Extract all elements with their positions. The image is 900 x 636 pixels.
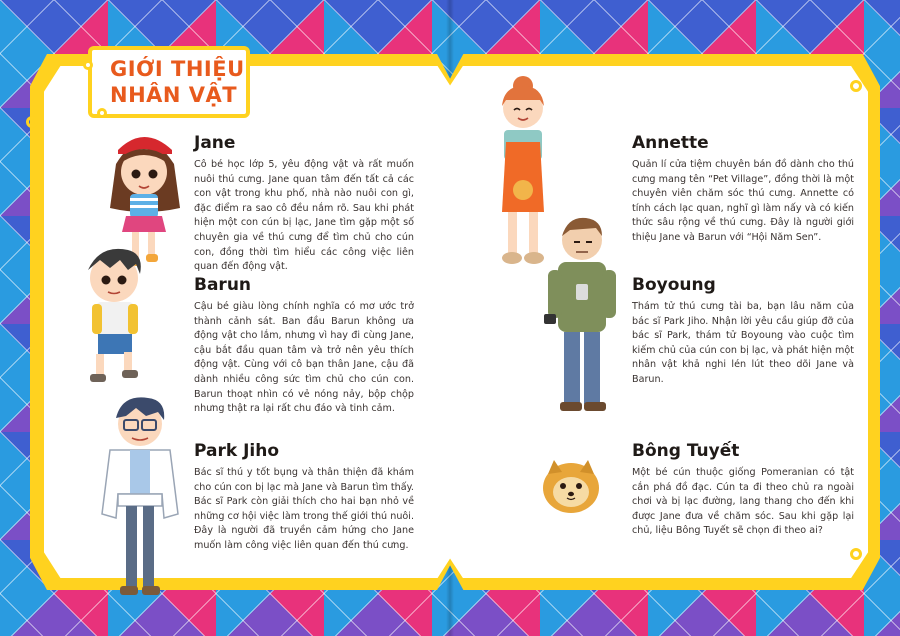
character-name: Jane <box>194 133 236 153</box>
character-name: Park Jiho <box>194 441 280 461</box>
character-card-jane <box>194 132 414 275</box>
character-name: Barun <box>194 275 252 295</box>
character-card-park-jiho <box>194 440 414 554</box>
character-description: Cô bé học lớp 5, yêu động vật và rất muốn nuôi thú cưng. Jane quan tâm đến tất cả các con vật trong khu phố, nhà nào nuôi con gì, đặc điểm ra sao cô đều nắm rõ. Sau khi phát hiện một con cún bị lạc, Jane tìm gặp một số chuyên gia về thú cưng để tìm chủ cho cún con, đồng thời tìm hiểu các công việc liên quan đến động vật. <box>194 159 414 273</box>
page-title-line-1: GIỚI THIỆU <box>110 57 245 81</box>
character-description: Thám tử thú cưng tài ba, bạn lâu năm của bác sĩ Park Jiho. Nhận lời yêu cầu giúp đỡ của bác sĩ Park, thám tử Boyoung vào cuộc tìm kiếm chủ của cún con bị lạc, và phát hiện một nhân vật khả nghi lén lút theo dõi Jane và Barun. <box>632 301 854 385</box>
barun-boy-illustration <box>70 240 164 390</box>
pomeranian-dog-illustration <box>540 456 602 516</box>
character-name: Bông Tuyết <box>632 441 740 461</box>
character-description: Cậu bé giàu lòng chính nghĩa có mơ ước trở thành cảnh sát. Ban đầu Barun không ưa động vật cho lắm, nhưng vì hay đi cùng Jane, cậu bắt đầu quan tâm và trở nên yêu thích động vật. Cùng với cô bạn thân Jane, cậu đã dành nhiều công sức tìm chủ cho cún con. Barun thoạt nhìn có vẻ nóng nảy, bộp chộp nhưng thật ra lại rất chu đáo và tinh cảm. <box>194 301 414 415</box>
character-description: Quản lí cửa tiệm chuyên bán đồ dành cho thú cưng mang tên “Pet Village”, đồng thời là một chuyên viên chăm sóc thú cưng. Annette có tính cách lạc quan, nghĩ gì làm nấy và có kiến thức sâu rộng về thú cưng. Đây là người giới thiệu Jane và Barun với “Hội Năm Sen”. <box>632 159 854 243</box>
boyoung-detective-illustration <box>540 214 624 418</box>
character-card-bong-tuyet <box>632 440 854 539</box>
badge-dot-icon <box>97 108 107 118</box>
frame-dot-icon <box>26 116 38 128</box>
character-description: Bác sĩ thú y tốt bụng và thân thiện đã khám cho cún con bị lạc mà Jane và Barun tìm thấy. Bác sĩ Park còn giải thích cho hai bạn nhỏ về những cơ hội việc làm trong thế giới thú nuôi. Đây là người đã truyền cảm hứng cho Jane muốn làm công việc liên quan đến thú cưng. <box>194 467 414 551</box>
frame-dot-icon <box>850 548 862 560</box>
character-card-boyoung <box>632 274 854 388</box>
park-jiho-vet-illustration <box>92 394 188 606</box>
character-description: Một bé cún thuộc giống Pomeranian có tật cắn phá đồ đạc. Cún ta đi theo chủ ra ngoài chơi và bị lạc đường, lang thang cho đến khi được Jane đưa về chăm sóc. Sau khi gặp lại chủ, liệu Bông Tuyết sẽ chọn đi theo ai? <box>632 467 854 537</box>
character-name: Boyoung <box>632 275 716 295</box>
character-card-barun <box>194 274 414 417</box>
character-name: Annette <box>632 133 709 153</box>
page-title-line-2: NHÂN VẬT <box>110 83 238 107</box>
page-title <box>110 56 260 108</box>
character-card-annette <box>632 132 854 246</box>
frame-dot-icon <box>850 80 862 92</box>
badge-dot-icon <box>83 60 93 70</box>
